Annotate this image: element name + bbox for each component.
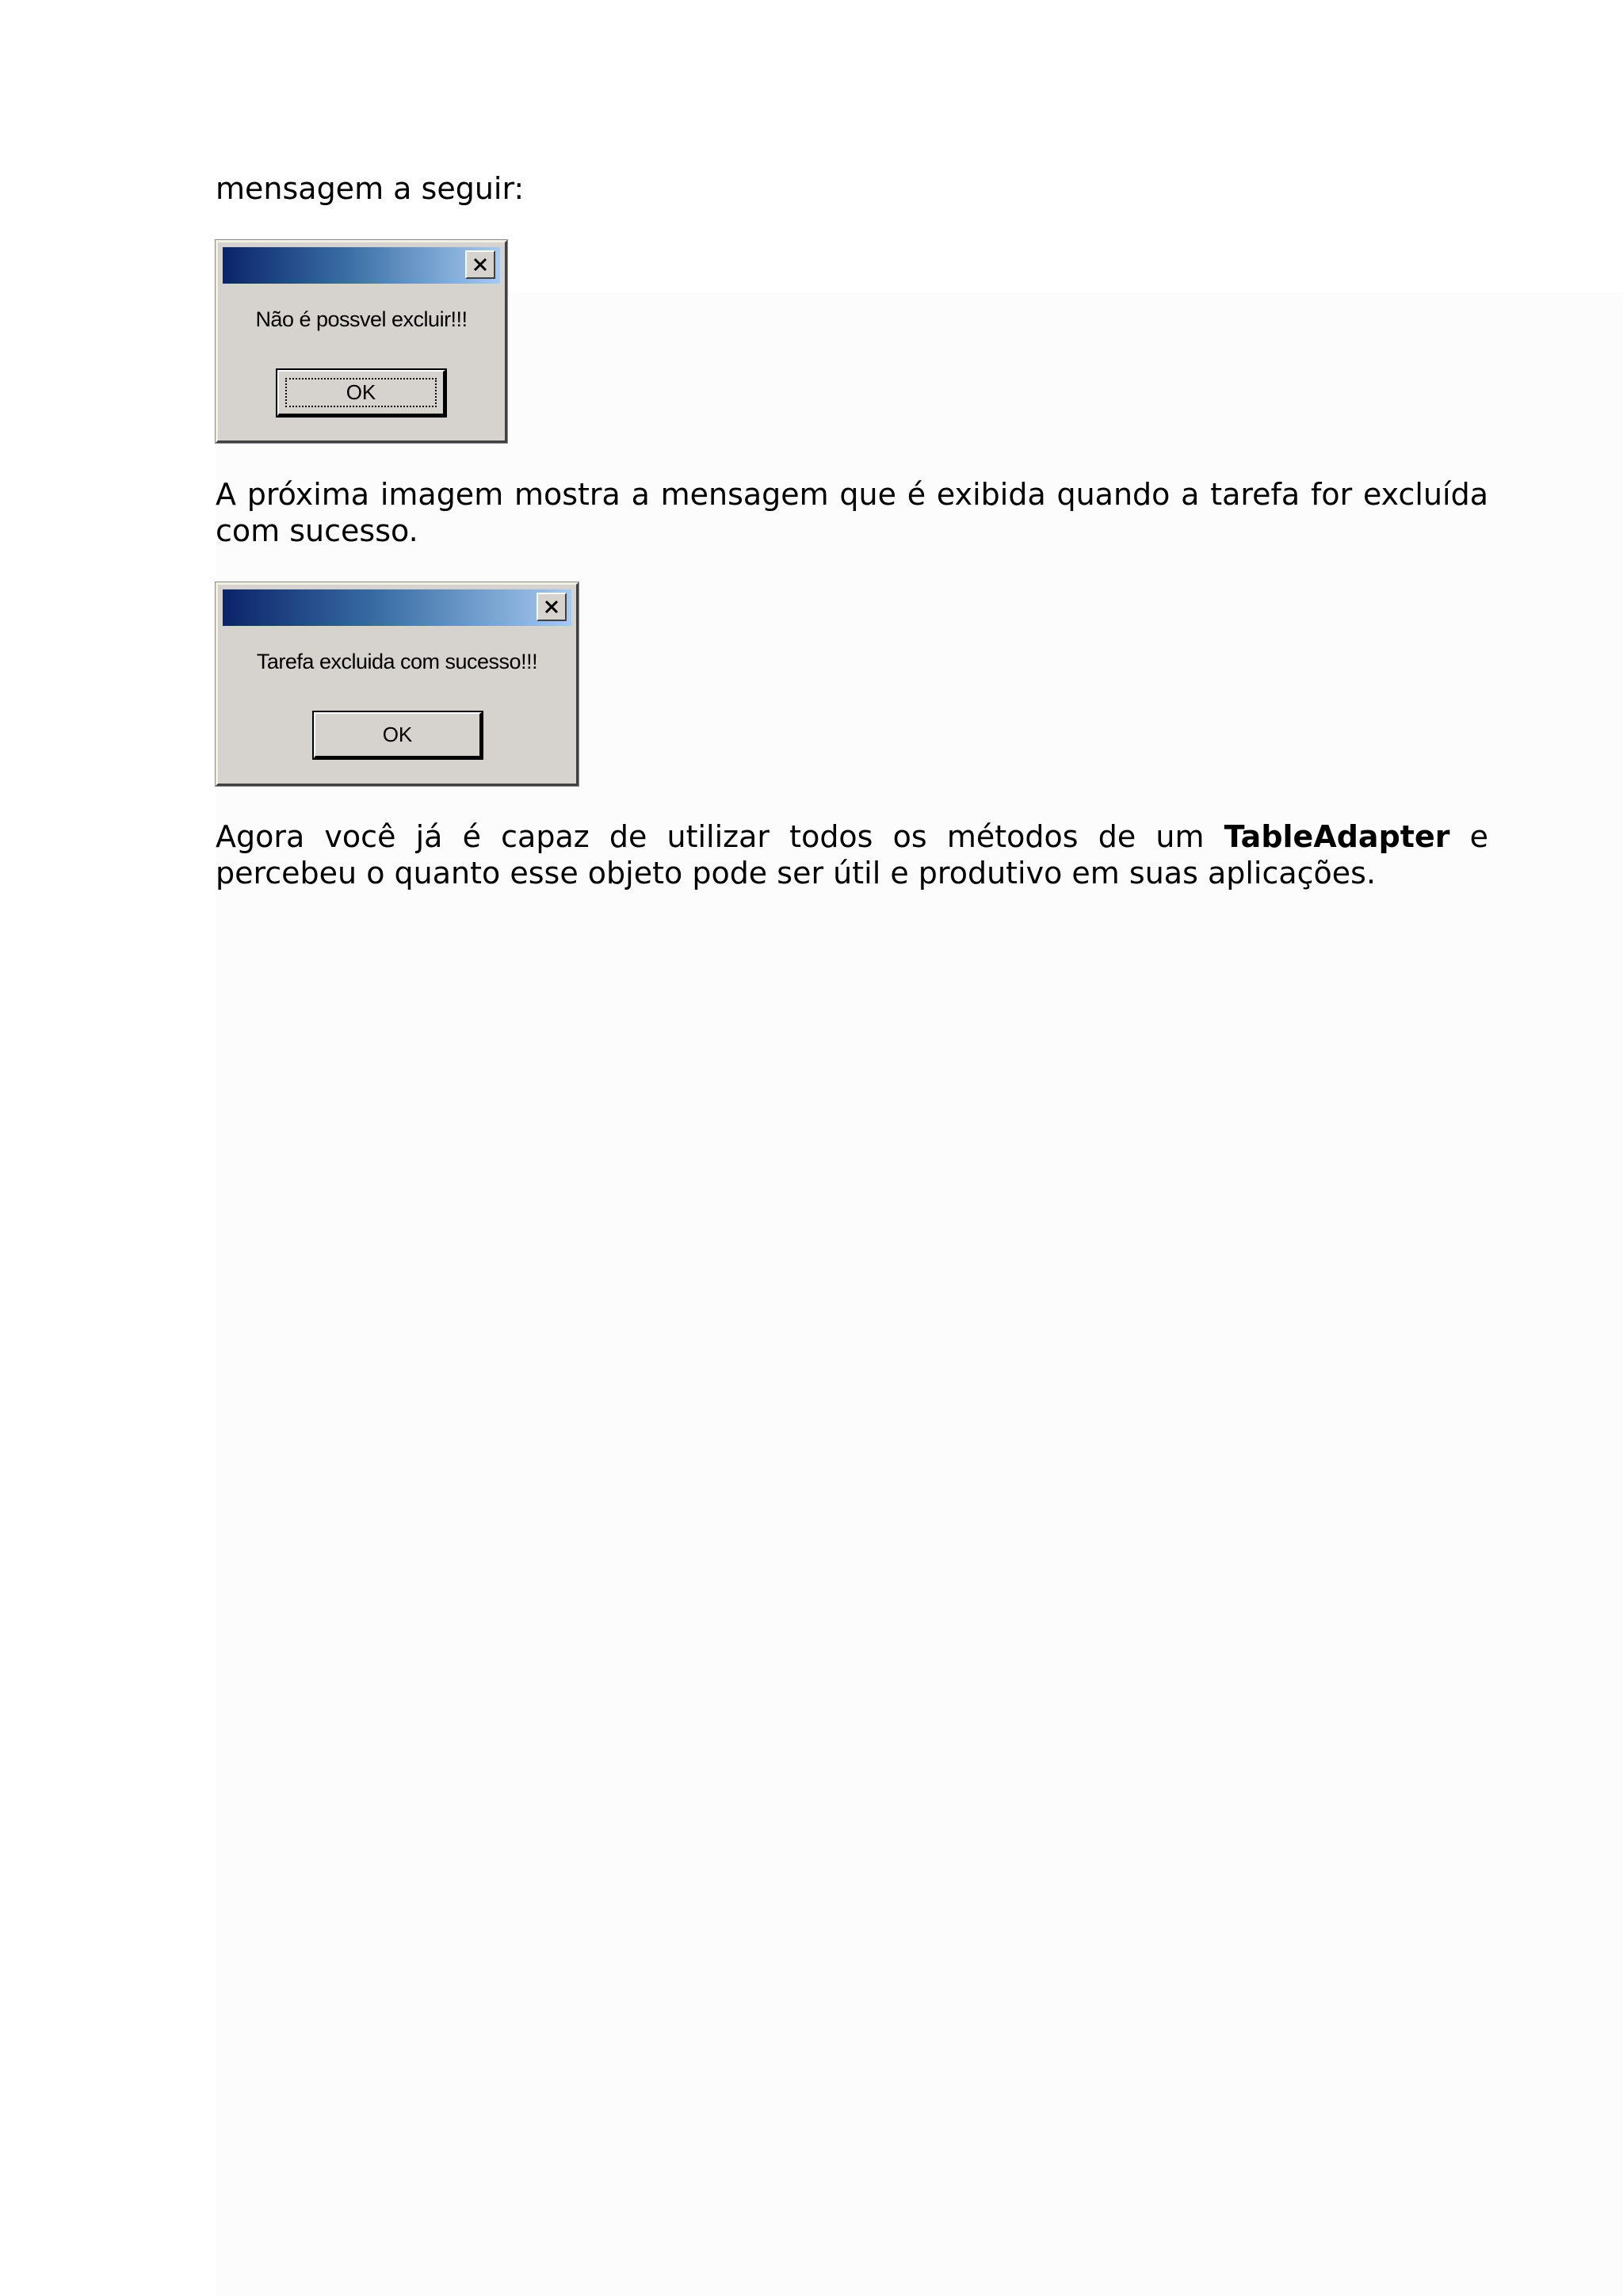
final-text-end: e percebeu o quanto esse objeto pode ser útil e produtivo em suas aplicações. [216,819,1488,891]
success-dialog [216,582,579,786]
intro-paragraph: mensagem a seguir: [216,171,525,206]
close-button[interactable] [537,593,567,621]
final-paragraph [216,818,1488,891]
close-icon [472,257,488,273]
focus-rectangle [285,378,437,407]
close-icon [544,599,559,615]
dialog-titlebar [223,247,500,284]
dialog-message: Não é possvel excluir!!! [255,307,468,331]
dialog-message: Tarefa excluida com sucesso!!! [256,650,538,673]
ok-button-label: OK [382,723,413,746]
close-button[interactable] [465,250,495,279]
error-dialog [216,240,507,443]
middle-paragraph: A próxima imagem mostra a mensagem que é exibida quando a tarefa for excluída com sucesso. [216,477,1488,548]
ok-button[interactable] [277,370,445,416]
ok-button-label: OK [346,380,376,404]
final-text-start: Agora você já é capaz de utilizar todos os métodos de um [216,819,1224,854]
tableadapter-term: TableAdapter [1224,819,1450,854]
ok-button[interactable] [314,712,482,758]
dialog-titlebar [223,589,571,626]
